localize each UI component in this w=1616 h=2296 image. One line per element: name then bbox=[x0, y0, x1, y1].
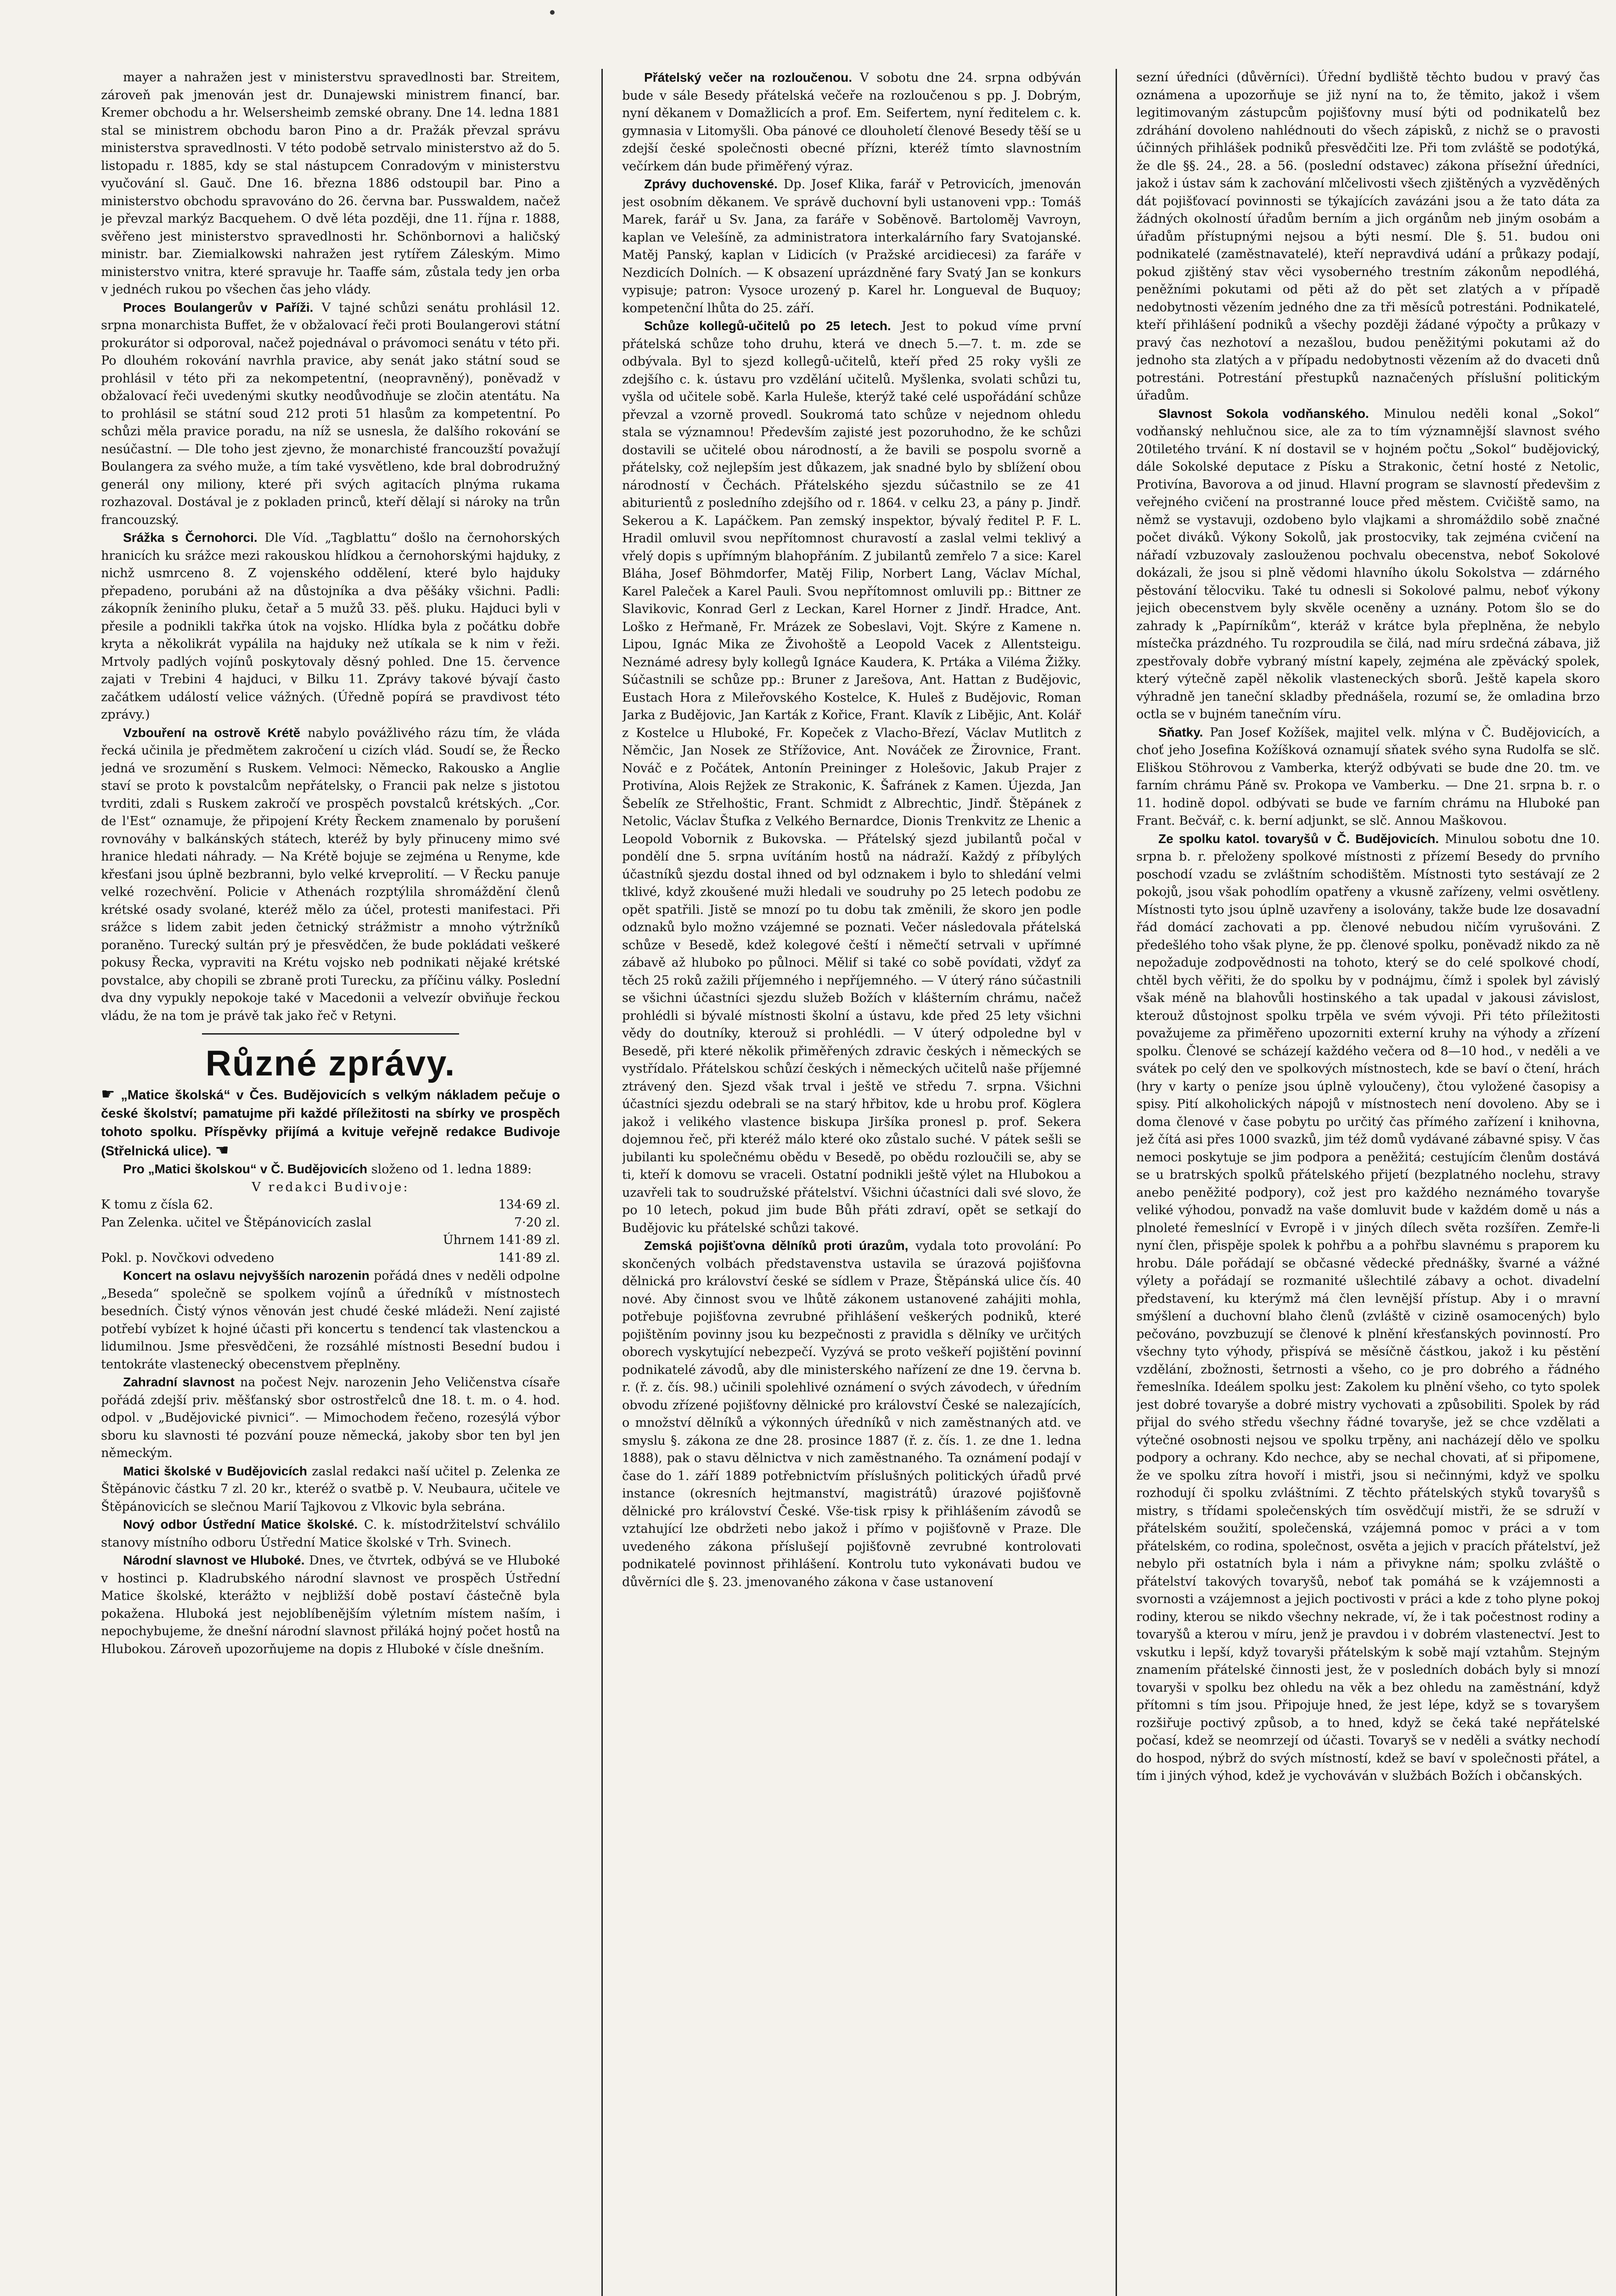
ledger-row-label: K tomu z čísla 62. bbox=[101, 1198, 213, 1212]
ink-speck bbox=[550, 10, 555, 15]
article-tovarysu bbox=[1136, 830, 1600, 1785]
column-rule bbox=[1116, 69, 1117, 2296]
section-title: Různé zprávy. bbox=[205, 1043, 456, 1083]
matice-notice bbox=[101, 1085, 560, 1160]
heading-koncert: Koncert na oslavu nejvyšších narozenin bbox=[123, 1268, 370, 1283]
article-narodni bbox=[101, 1552, 560, 1658]
ledger-row bbox=[101, 1196, 560, 1214]
article-boulanger bbox=[101, 299, 560, 529]
heading-schuze: Schůze kollegů-učitelů po 25 letech. bbox=[644, 319, 891, 333]
heading-tovarysu: Ze spolku katol. tovaryšů v Č. Budějovicích. bbox=[1158, 831, 1439, 846]
ledger-row bbox=[101, 1249, 560, 1267]
heading-narodni: Národní slavnost ve Hluboké. bbox=[123, 1553, 305, 1567]
text-vecer: V sobotu dne 24. srpna odbýván bude v sále Besedy přátelská večeře na rozloučenou s pp. J. Dobrým, nyní děkanem v Domažlicích a prof. Em. Seifertem, nyní ředitelem c. k. gymnasia v Litomyšli. Oba pánové ce dlouholetí členové Besedy těší se u zdejší české společnosti obecné přízni, kteréž tímto slavnostním večírkem dán bude přiměřený výraz. bbox=[622, 71, 1081, 174]
column-rule bbox=[601, 69, 603, 2296]
text-sokol: Minulou neděli konal „Sokol“ vodňanský nehlučnou sice, ale za to tím významnější slavnost svého 20tiletého trvání. K ní dostavil se v hojném počtu „Sokol“ budějovický, dále Sokolské deputace z Písku a Strakonic, četní hosté z Netolic, Protivína, Bavorova a od jinud. Hlavní program se slavností předevšim z veřejného cvičení na prostranné louce před městem. Cvičiště samo, na němž se vystavuji, ozdobeno bylo vlajkami a shromáždilo sobě značné počet diváků. Výkony Sokolů, jak prostocviky, tak zejména cvičení na nářadí vzbuzovaly zaslouženou pochvalu obecenstva, neboť Sokolové dokázali, že jsou si plně vědomi hlavního úkolu Sokolstva — zdárného pěstování tělocviku. Také tu odnesli si Sokolové palmu, neboť výkony jejich obecenstvem byly skvěle oceněny a uznány. Potom šlo se do zahrady k „Papírníkům“, kteráž v krátce byla přeplněna, že nebylo místečka prázdného. Tu rozproudila se čilá, nad míru srdečná zábava, již zpestřovaly dobře vybraný místní kapely, zejména ale zpěvácký spolek, který výtečně zapěl několik vlasteneckých sborů. Ještě kapela skoro výhradně jen taneční skladby přednášela, rozumí se, že omladina brzo octla se v bujném tanečním víru. bbox=[1136, 406, 1600, 721]
text-schuze: Jest to pokud víme první přátelská schůze toho druhu, která ve dnech 5.—7. t. m. zde se odbývala. Byl to sjezd kollegů-učitelů, kteří před 25 roky vyšli ze zdejšího c. k. ústavu pro vzdělání učitelů. Myšlenka, svolati schůzi tu, vyšla od učitele sobě. Karla Huleše, kterýž také celé uspořádání schůze převzal a vzorně provedl. Soukromá tato schůze v nejednom ohledu stala se významnou! Především zajisté jest pozoruhodno, že ke schůzi dostavili se učitelé obou národností, a že bavili se pospolu svorně a přátelsky, což nejlepším jest důkazem, jak snadné bylo by sblížení obou národností v Čechách. Přátelského sjezdu súčastnilo se ze 41 abiturientů z posledního zdejšího od r. 1864. v celku 23, a pány p. Jindř. Sekerou a K. Lapáčkem. Pan zemský inspektor, bývalý ředitel P. F. L. Hradil omluvil svou nepřítomnost churavostí a zaslal velmi teklivý a vřelý dopis s upřímným blahopřáním. Z jubilantů zemřelo 7 a sice: Karel Bláha, Josef Böhmdorfer, Matěj Filip, Norbert Lang, Václav Míchal, Karel Paleček a Karel Pauli. Svou nepřítomnost omluvili pp.: Bittner ze Slavikovic, Konrad Gerl z Leckan, Karel Horner z Jindř. Hradce, Ant. Loško z Heřmaně, Fr. Mrázek ze Sobeslavi, Vojt. Skýre z Kamene n. Lipou, Ignác Mika ze Živohoště a Leopold Vacek z Allentsteigu. Neznámé adresy byly kollegů Ignáce Kaudera, K. Prtáka a Viléma Žižky. Súčastnili se schůze pp.: Bruner z Jarešova, Ant. Hattan z Budějovic, Eustach Hora z Mileřovského Kostelce, K. Huleš z Budějovic, Roman Jarka z Budějovic, Jan Karták z Kořice, Frant. Klavík z Libějic, Ant. Kolář z Kostelce u Hluboké, Fr. Kopeček z Vlacho-Březí, Václav Mutlitch z Němčic, Jan Nosek ze Střížovice, Ant. Nováček ze Žirovnice, Frant. Nováč e z Počátek, Antonín Preininger z Holešovic, Jakub Prajer z Protivína, Alois Rejžek ze Strakonic, K. Šafránek z Kamen. Újezda, Jan Šebelík ze Střelhoštic, Frant. Schmidt z Albrechtic, Jindř. Štěpánek z Netolic, Václav Štufka z Velkého Bernardce, Dionis Trenkvitz ze Lhenic a Leopold Vobornik z Bukovska. — Přátelský sjezd jubilantů počal v pondělí dne 5. srpna uvítáním hostů na nádraží. Každý z příbylých účastníků sjezdu dostal ihned od byl odznakem i bylo to shledání velmi tklivé, když zkoušené muži hledali ve soudruhy po 25 letech podobu ze opět spatřili. Jistě se mnozí po tu dobu tak změnili, že skoro jen podle odznaků bylo možno vzájemné se poznati. Večer následovala přátelská schůze v Besedě, kdež kolegové čeští i němečtí setrvali v upřímné zábavě až hluboko po půlnoci. Mělif si také co sobě povídati, vždyť za těch 25 roků zažili příjemného i nepříjemného. — V úterý ráno súčastnili se všichni účastníci sjezdu služeb Božích v klášterním chrámu, načež prohlédli si bývalé místnosti školní a ústavu, kde před 25 lety všichni vědy do doutníky, kterouž si prohlédli. — V úterý odpoledne byl v Besedě, při které několik přiměřených zdravic českých i německých se vystřídalo. Přátelskou schůzí českých i německých učitelů naše příjemné ztrávený den. Sjezd však trval i ještě ve středu 7. srpna. Všichni účastníci sjezdu odebrali se na starý hřbitov, kde u hrobu prof. Köglera jakož i velikého vlastence biskupa Jiršíka pronesl p. prof. Sekera dojemnou řeč, při kteréž málo které oko zůstalo suché. V pátek sešli se jubilanti ku společnému obědu v Besedě, po obědu rozloučili se, aby se ti, kteří k domovu se vraceli. Ostatní podnikli ještě výlet na Hlubokou a uzavřeli tak to soudružské přátelství. Všichni účastníci dali své slovo, že po 10 letech, pokud jim bude Bůh přáti zdraví, opět se setkají do Budějovic ku přátelské schůzi takové. bbox=[622, 319, 1081, 1235]
ledger-prev-label: Pokl. p. Novčkovi odvedeno bbox=[101, 1250, 274, 1265]
column-2 bbox=[622, 69, 1081, 2296]
article-koncert bbox=[101, 1267, 560, 1373]
ledger-sub: V redakci Budivoje: bbox=[252, 1180, 410, 1194]
article-novy-odbor bbox=[101, 1516, 560, 1552]
article-zahradni bbox=[101, 1373, 560, 1463]
article-krete bbox=[101, 724, 560, 1025]
text-srazka: Dle Víd. „Tagblattu“ došlo na černohorských hranicích ku srážce mezi rakouskou hlídkou a černohorskými hajduky, z nichž usmrceno 8. Z vojenského oddělení, které bylo hajduky přepadeno, porubáni až na důstojníka a dva pěšáky všichni. Padli: zákopník ženiního pluku, četař a 5 mužů 33. pěš. pluku. Hajduci byli v přesile a podnikli takřka útok na vojsko. Hlídka byla z počátku dobře kryta a několikrát vypálila na hajduky než utíkala se k nim v řeži. Mrtvoly padlých vojínů poskytovaly děsný pohled. Dne 15. července zajati v Trebini 4 hajduci, v Bilku 11. Zprávy takové bývají často začátkem událostí velice vážných. (Úředně popírá se pravdivost této zprávy.) bbox=[101, 531, 560, 722]
article-srazka bbox=[101, 529, 560, 724]
heading-krete: Vzbouření na ostrově Krétě bbox=[123, 725, 301, 740]
heading-boulanger: Proces Boulangerův v Paříži. bbox=[123, 300, 314, 315]
ledger-prev-value: 141·89 zl. bbox=[498, 1250, 560, 1265]
ledger-row-value: 7·20 zl. bbox=[514, 1215, 560, 1230]
heading-sokol: Slavnost Sokola vodňanského. bbox=[1158, 406, 1369, 421]
heading-zahradni: Zahradní slavnost bbox=[123, 1375, 235, 1389]
heading-snatky: Sňatky. bbox=[1158, 725, 1203, 739]
ledger-row bbox=[101, 1214, 560, 1232]
article-duchovenske bbox=[622, 175, 1081, 317]
article-matici bbox=[101, 1463, 560, 1516]
pointing-hand-icon: ☛ bbox=[101, 1086, 115, 1103]
text-novy-odbor: C. k. místodržitelství schválilo stanovy místního odboru Ústřední Matice školské v Trh. Svinech. bbox=[101, 1518, 560, 1550]
text-matici: zaslal redakci naší učitel p. Zelenka ze Štěpánovic částku 7 zl. 20 kr., kteréž o svatbě p. V. Neubaura, učitele ve Štěpánovicích se slečnou Marií Tajkovou z Vlkovic byla sebrána. bbox=[101, 1464, 560, 1514]
pointing-hand-icon-left: ☚ bbox=[215, 1142, 229, 1159]
ledger-heading bbox=[101, 1160, 560, 1179]
column-1 bbox=[101, 69, 560, 2296]
text-narodni: Dnes, ve čtvrtek, odbývá se ve Hluboké v hostinci p. Kladrubského národní slavnost ve prospěch Ústřední Matice školské, kterážto v nejbližší době postaví částečně byla pokažena. Hluboká jest nejoblíbenějším výletním místem naším, i nepochybujeme, že dnešní národní slavnost přiláká hojný počet hostů na Hlubokou. Zároveň upozorňujeme na dopis z Hluboké v čísle dnešním. bbox=[101, 1553, 560, 1656]
article-vecer bbox=[622, 69, 1081, 175]
article-ministry-continuation: mayer a nahražen jest v ministerstvu spravedlnosti bar. Streitem, zároveň pak jmenován jest dr. Dunajewski ministrem financí, bar. Kremer obchodu a hr. Welsersheimb zemské obrany. Dne 14. ledna 1881 stal se ministrem obchodu baron Pino a dr. Pražák převzal správu ministerstva spravedlnosti. V této podobě setrvalo ministerstvo až do 5. listopadu r. 1885, kdy se stal nástupcem Conradovým v ministerstvu vyučování sl. Gauč. Dne 16. března 1886 odstoupil bar. Pino a ministerstvo obchodu spravováno do 26. června bar. Pusswaldem, načež je převzal markýz Bacquehem. O dvě léta později, dne 11. října r. 1888, svěřeno jest ministerstvo spravedlnosti hr. Schönbornovi a haličský ministr. bar. Ziemialkowski nahražen jest rytířem Záleským. Mimo ministerstvo vnitra, které spravuje hr. Taaffe sám, zůstala tedy jen orba v jednéch rukou po všechen čas jeho vlády. bbox=[101, 70, 560, 297]
text-zahradni: na počest Nejv. narozenin Jeho Veličenstva císaře pořádá zdejší priv. měšťanský sbor ostrostřelců dne 18. t. m. o 4. hod. odpol. v „Budějovické pivnici“. — Mimochodem řečeno, rozesýlá výbor sboru ku slavnosti té pozvání pouze německá, jakoby sbor ten byl jen německým. bbox=[101, 1375, 560, 1460]
ledger-intro: složeno od 1. ledna 1889: bbox=[371, 1162, 532, 1176]
text-pojistovna: vydala toto provolání: Po skončených volbách představenstva ustavila se úrazová pojišťovna dělnická pro království české se sídlem v Praze, Štěpánská ulice čís. 40 nové. Aby činnost svou ve lhůtě zákonem ustanovené zahájiti mohla, potřebuje pojišťovna zevrubné přihlášení veškerých podniků, které pojištěním povinny jsou ku bezpečnosti z pravidla s dělníky ve určitých oborech vyskytující nebezpečí. Vyzývá se proto veškeří pojištění povinní podnikatelé závodů, aby dle ministerského nařízení ze dne 19. června b. r. (ř. z. čís. 98.) učinili spolehlivé oznámení o svých závodech, v úředním obvodu zřízené pojišťovny dělnické pro království České se nalezajících, o množství dělníků a výkonných úředníků v nich zaměstnaných atd. ve smyslu §. zákona ze dne 28. prosince 1887 (ř. z. čís. 1. ze dne 1. ledna 1888), pak o stavu dělnictva v nich zaměstnaného. Ta oznámení podají v čase do 1. září 1889 potřebnictvím příslušných politických úřadů prvé instance (okresních hejtmanství, magistrátů) úrazové pojišťovně dělnické pro království České. Vše-tisk rpisy k přihlášením závodů se vztahující lze obdržeti nebo jakož i přímo v pojišťovně v Praze. Dle uvedeného zákona příslušejí pojišťovně zevrubné kontrolovati podnikatelé povinnost přihlášení. Kontrolu tuto vykonávati budou ve důvěrníci dle §. 23. jmenovaného zákona v čase ustanovení bbox=[622, 1239, 1081, 1589]
text-krete: nabylo povážlivého rázu tím, že vláda řecká učinila je předmětem zakročení u cizích vlád. Soudí se, že Řecko jedná ve srozumění s Ruskem. Velmoci: Německo, Rakousko a Anglie staví se proto k povstalcům nepřátelsky, o Francii pak nelze s jistotou tvrditi, zdali s Ruskem zakročí ve prospěch povstalců krétských. „Cor. de l'Est“ oznamuje, že připojení Kréty Řeckem znamenalo by porušení rovnováhy v balkánských státech, kteréž by byly přinuceny mimo své hranice hledati náhrady. — Na Krétě bojuje se zejména u Renyme, kde křesťani jsou úplně bezbranni, bylo velké krveprolití. — V Řecku panuje velké rozechvění. Policie v Athenách rozptýlila shromáždění členů krétské osady svolané, kteréž mělo za účel, protesti manifestaci. Při srážce s lidem zabit jeden četnický strážmistr a mnoho výtržníků poraněno. Turecký sultán prý je přesvědčen, že bude pokládati veškeré pokusy Řecka, vypraviti na Krétu vojsko neb podnikati nějaké krétské povstalce, aby chopili se zbraně proti Turecku, za příčinu války. Poslední dva dny vypukly nepokoje také v Macedonii a velvezír obviňuje řeckou vládu, že na tom je právě tak jako řeč v Retyni. bbox=[101, 726, 560, 1023]
ledger-row-value: 134·69 zl. bbox=[498, 1198, 560, 1212]
article-sokol bbox=[1136, 405, 1600, 724]
section-divider bbox=[202, 1033, 459, 1035]
article-schuze bbox=[622, 317, 1081, 1237]
text-snatky: Pan Josef Kožíšek, majitel velk. mlýna v Č. Budějovicích, a choť jeho Josefina Kožíšková oznamují sňatek svého syna Rudolfa se slč. Eliškou Stöhrovou z Vamberka, kterýž odbývati se bude dne 20. tm. ve farním chrámu Páně sv. Prokopa ve Vamberku. — Dne 21. srpna b. r. o 11. hodině dopol. odbývati se bude ve farním chrámu na Hluboké pan Frant. Bečvář, c. k. berní adjunkt, se slč. Annou Maškovou. bbox=[1136, 725, 1600, 828]
ledger-title: Pro „Matici školskou“ v Č. Budějovicích bbox=[123, 1162, 368, 1176]
ledger-total: Úhrnem 141·89 zl. bbox=[443, 1233, 560, 1247]
heading-matici: Matici školské v Budějovicích bbox=[123, 1463, 307, 1478]
heading-srazka: Srážka s Černohorci. bbox=[123, 530, 258, 545]
column-3 bbox=[1136, 69, 1600, 2296]
text-tovarysu: Minulou sobotu dne 10. srpna b. r. přeloženy spolkové místnosti z přízemí Besedy do prvního poschodí vzadu se zvláštním schodištěm. Místnosti tyto sestávají ze 2 pokojů, jsou však pohodlím opatřeny a vkusně zařízeny, velmi osvětleny. Místnosti tyto jsou úplně uzavřeny a isolovány, takže bude lze dosavadní řád domácí zachovati a pp. členové nebudou ničím vyrušováni. Z předešlého toho však plyne, že pp. členové spolku, poněvadž nikdo za ně nepožaduje zodpovědnosti na tohoto, který se do celé spolkové chodí, chtěl bych věřiti, že do spolku by v podnájmu, čímž i spolek byl závislý však méně na blahovůli hostinského a tak upadal v jakousi závislost, kterouž důstojnost spolku trpěla ve svém vývoji. Při této příležitosti považujeme za přiměřeno upozorniti externí kruhy na výhody a zřízení spolku. Členové se scházejí každého večera od 8—10 hod., v neděli a ve svátek po celý den ve spolkových místnostech, kde se baví o čtení, hrách (hry v karty o peníze jsou úplně vyloučeny), čtou vyložené časopisy a spisy. Pití alkoholických nápojů v místnostech není dovoleno. Aby se i doma členové v čase pobytu po určitý čas přímého zařízení i knihovna, jež čítá asi přes 1000 svazků, jim též domů vydávané zábavné spisy. V čas nemoci poskytuje se jim podpora a peněžitá; cestujícím členům dostává se u bratrských spolků přátelského přijetí (bezplatného noclehu, stravy anebo peněžité podpory), což jest pro každého neznámého tovaryše veliké výhodou, ponvadž na vaše domluvit bude v každém domě u nás a plnoleté řemeslnící v Evropě i v jiných dílech světa rozšířen. Zemře-li nyní člen, přispěje spolek k pohřbu a a pohřbu slavnému s praporem ku hrobu. Dále pořádají se občasné vědecké přednášky, švarné a vážné výlety a pořádají se rozmanité ušlechtilé zábavy a ochot. divadelní představení, ku kterýmž má člen levnější přístup. Aby i o mravní smýšlení a duchovní blaho členů (zvláště v cizině osamocených) bylo pečováno, povzbuzují se členové k plnění křesťanských povinností. Pro všechny tyto výhody, přispívá se měsíčně částkou, jakož i ku pěstění vzdělání, zbožnosti, šetrnosti a všeho, co je pro dobrého a řádného řemeslníka. Ideálem spolku jest: Zakolem ku plnění všeho, co tyto spolek jest dobré tovaryše a dobré mistry vychovati a způsobiliti. Spolek by rád přijal do svého středu všechny řádné tovaryše, jež se chce vzdělati a výtečné osobnosti nejsou ve spolku trpěny, ani nacházejí dělo ve spolku podpory a ochrany. Kdo nechce, aby se nechal chovati, ať si připomene, že ve spolku zítra hovoří i mistři, jsou si nečinnými, když ve spolku rozhodují či spolku zvláštními. Z těchto přátelských styků tovaryšů s mistry, s třídami společenských tím osvědčují mistři, že se sdruží v přátelském soužití, společenská, vzájemná pomoc v práci a v tom přátelském, co rodina, společnost, osvěta a jejich v pracích přátelství, jež nebylo při ostatních byla i nám a přivykne nám; spolku zvláště o přátelství takových tovaryšů, neboť tak pomáhá se k vzájemnosti a svornosti a vzájemnost a jejich poctivosti v práci a kde z toho plyne pokoj rodiny, kterou se nikdo všechny nekrade, ví, že i tak počestnost rodiny a tovaryšů a kterou v míru, jenž je pravdou i v dobrém vlastenectví. Jest to vskutku i lepší, když tovaryši přátelským k sobě mají vztahům. Stejným znamením přátelské činnosti jest, že v posledních dobách byly si mnozí tovaryši v spolku bez ohledu na věk a bez ohledu na zaměstnání, když přítomni s tím jsou. Připojuje hned, že jest lépe, když se s tovaryšem rozšiřuje poctivý způsob, a to hned, když se čeká také nepřátelské počasí, kdež se neomrzejí od účasti. Tovaryš se v neděli a svátky nechodí do hospod, nýbrž do svých místností, kdež se baví v společnosti přátel, a tím i jiných výhod, kdež je vychováván v službách Božích i občanských. bbox=[1136, 832, 1600, 1783]
notice-text: „Matice školská“ v Čes. Budějovicích s velkým nákladem pečuje o české školství; pamatujme při každé příležitosti na sbírky ve prospěch tohoto spolku. Příspěvky přijímá a kvituje veřejně redakce Budivoje (Střelnická ulice). bbox=[101, 1088, 560, 1159]
heading-duchovenske: Zprávy duchovenské. bbox=[644, 177, 778, 191]
text-duchovenske: Dp. Josef Klika, farář v Petrovicích, jmenován jest osobním děkanem. Ve správě duchovní byli ustanoveni vpp.: Tomáš Marek, farář u Sv. Jana, za faráře v Soběnově. Bartoloměj Vavroyn, kaplan ve Velešíně, za administratora interkalárního fary Svatojanské. Matěj Panský, kaplan v Lidicích (v Pražské arcidiecesi) za faráře v Nezdicích Dolních. — K obsazení uprázdněné fary Svatý Jan se konkurs vypisuje; patron: Vysoce urozený p. Karel hr. Longueval de Buquoy; kompetenční lhůta do 25. září. bbox=[622, 177, 1081, 315]
heading-vecer: Přátelský večer na rozloučenou. bbox=[644, 70, 853, 84]
text-koncert: pořádá dnes v neděli odpolne „Beseda“ společně se spolkem vojínů a úředníků v místnostech besedních. Čistý výnos věnován jest chudé české mládeži. Není zajisté potřebí vybízet k hojné účasti při koncertu s tendencí tak vlastenckou a lidumilnou. Jsme přesvědčeni, že rozsáhlé místnosti Besední budou i tentokráte vlastenecký obecenstvem přeplněny. bbox=[101, 1269, 560, 1372]
article-pojistovna-continuation: sezní úředníci (důvěrníci). Úřední bydliště těchto budou v pravý čas oznámena a upozorňuje se již nyní na to, že těmito, jakož i všem legitimovaným zástupcům pojišťovny musí býti od podnikatelů bez zdráhání dovoleno nahlédnouti do všech zápisků, z nichž se o pravosti účinných přihlášek podniků přesvědčiti lze. Při tom zvláště se podotýká, že dle §§. 24., 28. a 56. (poslední odstavec) zákona přísežní úředníci, jakož i ústav sám k zachování mlčelivosti všech zjištěných a vyzvěděných dát pojišťovací povinnosti se týkajících zavázáni jsou a že tato dáta za žádných okolností úřadům berním a jich orgánům neb jiným osobám a úřadům přístupnými nejsou a býti nesmí. Dle §. 51. budou oni podnikatelé (zaměstnavatelé), kteří nepravdivá udání a průkazy podají, pokud zjištěný stav věci vysoberného trestním zákonům nepodléhá, peněžními pokutami od pěti až do pět set zlatých a v případě nedobytnosti vězením jedného dne za tři měsíců potrestáni. Podnikatelé, kteří přihlášení podniků a všechy později žádané výpočty a průkazy v pravý čas nezhotoví a nezašlou, budou peněžitými pokutami až do jednoho sta zlatých a v případu nedobytnosti vězením až do dvaceti dnů potrestáni. Potrestání přestupků naznačených příslušní politickým úřadům. bbox=[1136, 70, 1600, 403]
text-boulanger: V tajné schůzi senátu prohlásil 12. srpna monarchista Buffet, že v obžalovací řeči proti Boulangerovi státní prokurátor si odporoval, načež pojednával o právomoci senátu v této při. Po dlouhém rokování navrhla pravice, aby senát jako státní soud se prohlásil v této při za nekompetentní, (neopravněný), poněvadž v obžalovací řeči uvedenými skutky neodůvodňuje se zločin atentátu. Na to prohlásil se státní soud 212 proti 51 hlasům za kompetentní. Po schůzi měla pravice poradu, na níž se usnesla, že dalšího rokování se nesúčastní. — Dle toho jest zjevno, že monarchisté francouzští považují Boulangera za svého muže, a tím také vysvětleno, kde bral dobrodružný generál ony miliony, které při svých agitacích plnýma rukama rozhazoval. Dostával je z pokladen princů, kteří dělají si nároky na trůn francouzský. bbox=[101, 300, 560, 527]
ledger-row-label: Pan Zelenka. učitel ve Štěpánovicích zaslal bbox=[101, 1215, 372, 1230]
heading-pojistovna: Zemská pojišťovna dělníků proti úrazům, bbox=[644, 1238, 909, 1253]
article-pojistovna bbox=[622, 1237, 1081, 1591]
article-snatky bbox=[1136, 724, 1600, 830]
heading-novy-odbor: Nový odbor Ústřední Matice školské. bbox=[123, 1517, 358, 1531]
